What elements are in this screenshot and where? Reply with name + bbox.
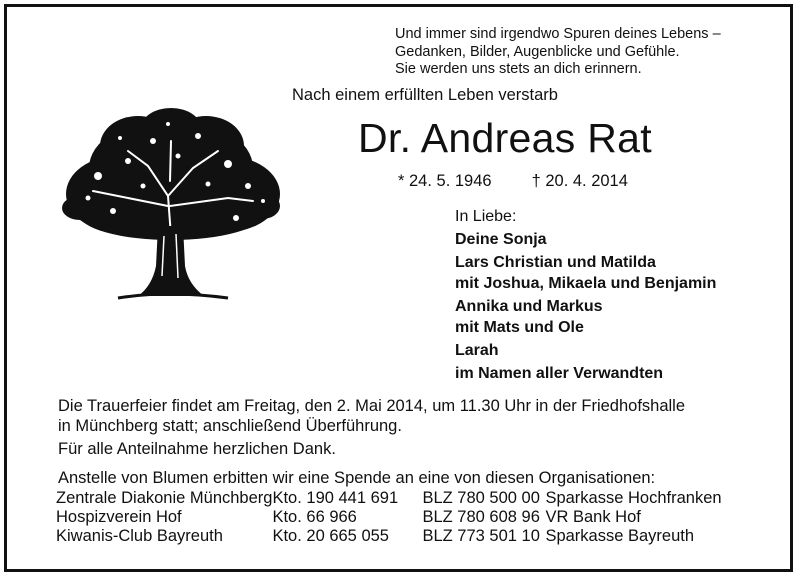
mourner-group [455,340,716,361]
mourner-line: mit Mats und Ole [455,319,584,336]
life-dates [398,172,628,191]
funeral-line: in Münchberg statt; anschließend Überführung. [58,417,402,435]
table-row [56,508,722,527]
org-name: Hospizverein Hof [56,508,182,526]
mourner-group [455,296,716,338]
org-account: Kto. 66 966 [272,508,357,526]
mourner-line: mit Joshua, Mikaela und Benjamin [455,275,717,292]
org-account: Kto. 190 441 691 [272,489,399,507]
death-date: † 20. 4. 2014 [531,172,628,190]
mourners-lead: In Liebe: [455,208,517,225]
org-name: Zentrale Diakonie Münchberg [56,489,273,507]
mourner-line: Deine Sonja [455,231,547,248]
quote-line: Gedanken, Bilder, Augenblicke und Gefühle. [395,43,680,60]
deceased-name: Dr. Andreas Rat [358,115,652,161]
quote-line: Und immer sind irgendwo Spuren deines Lebens – [395,26,721,42]
mourner-line: Annika und Markus [455,298,603,315]
mourner-group [455,229,716,250]
org-name: Kiwanis-Club Bayreuth [56,527,223,545]
org-blz: BLZ 773 501 10 [422,527,540,545]
memorial-quote [395,26,775,79]
donation-note: Anstelle von Blumen erbitten wir eine Spende an eine von diesen Organisationen: [58,469,656,487]
org-blz: BLZ 780 500 00 [422,489,540,507]
org-bank: Sparkasse Bayreuth [545,527,695,545]
mourners-list [455,206,716,384]
mourner-line: im Namen aller Verwandten [455,365,664,382]
quote-line: Sie werden uns stets an dich erinnern. [395,61,642,77]
funeral-info [58,396,758,436]
mourner-line: Larah [455,342,499,359]
table-row [56,527,722,546]
funeral-line: Die Trauerfeier findet am Freitag, den 2. Mai 2014, um 11.30 Uhr in der Friedhofshalle [58,397,686,415]
org-bank: VR Bank Hof [545,508,641,526]
donation-table [56,489,722,546]
mourner-line: Lars Christian und Matilda [455,254,656,271]
table-row [56,489,722,508]
org-bank: Sparkasse Hochfranken [545,489,722,507]
tree-icon [58,106,284,306]
mourner-group [455,363,716,384]
org-blz: BLZ 780 608 96 [422,508,540,526]
thanks-text: Für alle Anteilnahme herzlichen Dank. [58,440,336,458]
birth-date: * 24. 5. 1946 [398,172,492,190]
intro-text: Nach einem erfüllten Leben verstarb [292,86,558,104]
mourner-group [455,252,716,294]
org-account: Kto. 20 665 055 [272,527,389,545]
